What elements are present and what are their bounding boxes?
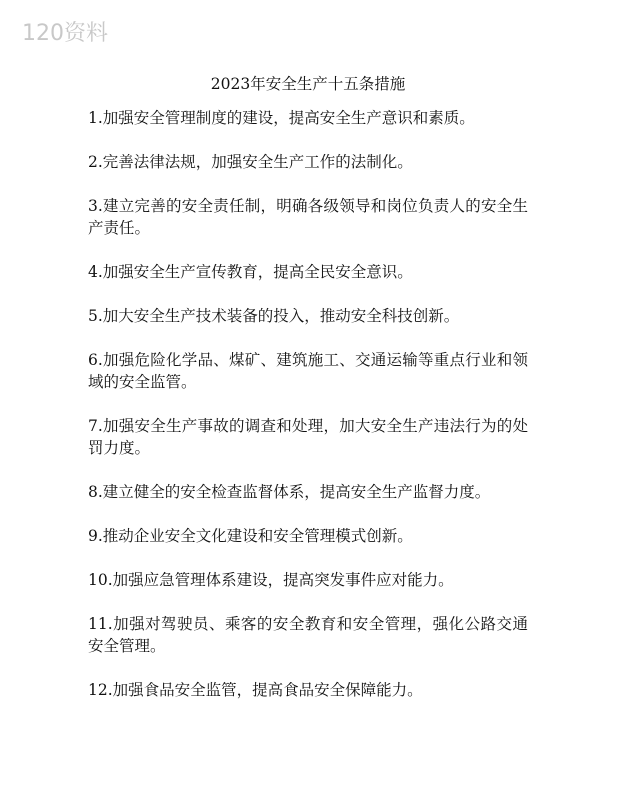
watermark-logo: 120资料 <box>22 21 108 46</box>
measure-item-12: 12.加强食品安全监管，提高食品安全保障能力。 <box>88 681 423 699</box>
measure-item-8: 8.建立健全的安全检查监督体系，提高安全生产监督力度。 <box>88 483 491 501</box>
measure-item-9: 9.推动企业安全文化建设和安全管理模式创新。 <box>88 527 413 545</box>
measure-item-3: 3.建立完善的安全责任制，明确各级领导和岗位负责人的安全生产责任。 <box>88 197 528 237</box>
measure-item-2: 2.完善法律法规，加强安全生产工作的法制化。 <box>88 153 413 171</box>
measure-item-4: 4.加强安全生产宣传教育，提高全民安全意识。 <box>88 263 413 281</box>
measure-item-10: 10.加强应急管理体系建设，提高突发事件应对能力。 <box>88 571 454 589</box>
document-title: 2023年安全生产十五条措施 <box>210 75 406 93</box>
measure-item-6: 6.加强危险化学品、煤矿、建筑施工、交通运输等重点行业和领域的安全监管。 <box>88 351 528 391</box>
measure-item-5: 5.加大安全生产技术装备的投入，推动安全科技创新。 <box>88 307 460 325</box>
document-body <box>88 74 528 723</box>
measure-item-11: 11.加强对驾驶员、乘客的安全教育和安全管理，强化公路交通安全管理。 <box>88 615 528 655</box>
measure-item-7: 7.加强安全生产事故的调查和处理，加大安全生产违法行为的处罚力度。 <box>88 417 528 457</box>
measure-item-1: 1.加强安全管理制度的建设，提高安全生产意识和素质。 <box>88 109 475 127</box>
